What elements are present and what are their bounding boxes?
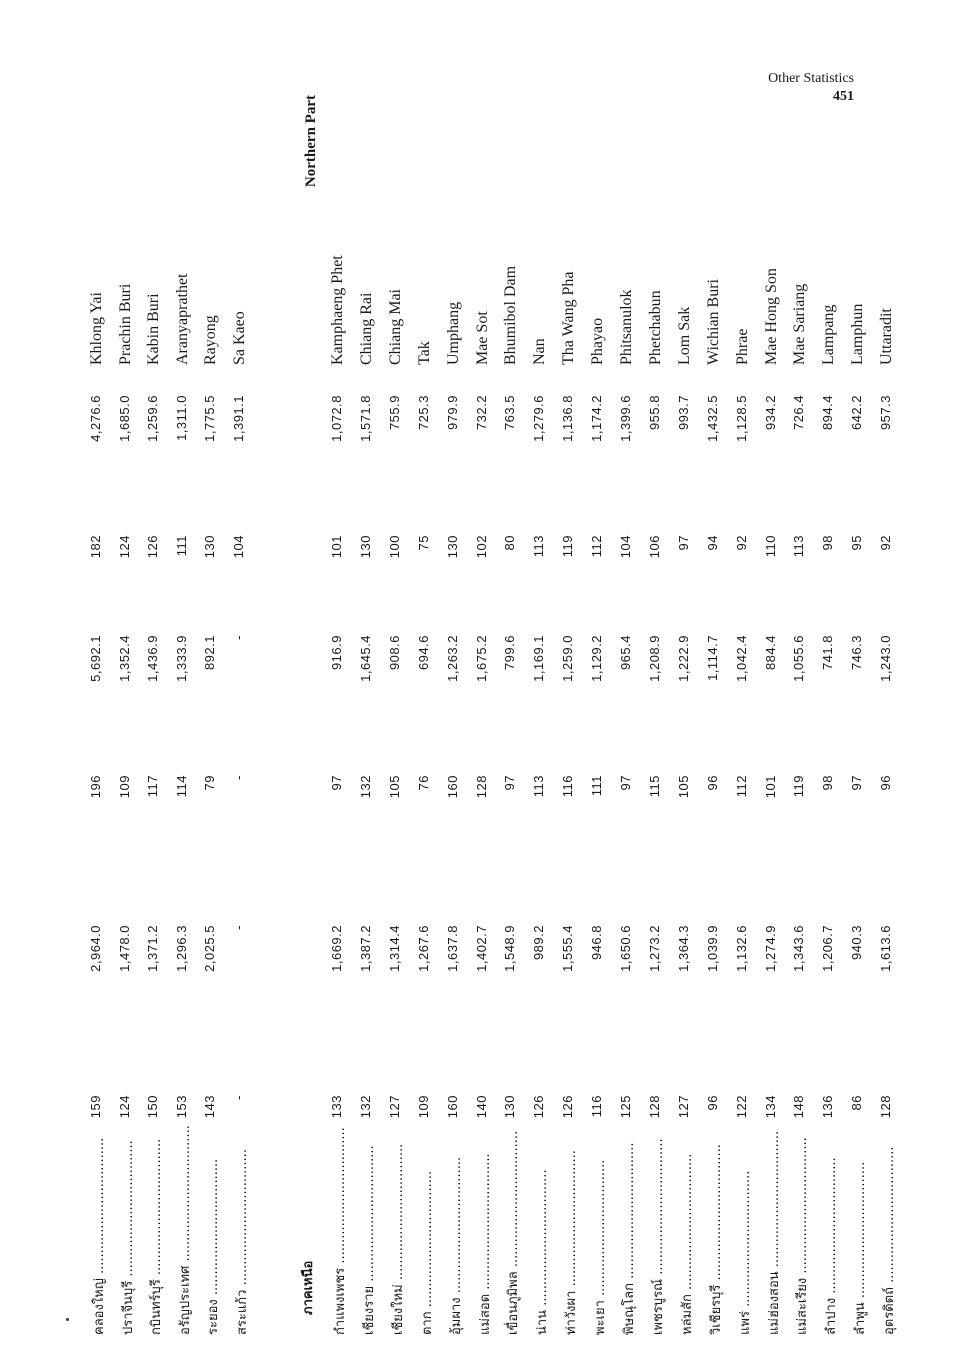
value-cell: 182 (88, 535, 103, 559)
table-row (618, 95, 646, 1335)
value-cell: 124 (116, 535, 132, 559)
value-cell: 105 (386, 775, 402, 799)
value-cell: 1,478.0 (116, 925, 132, 972)
table-row (734, 95, 762, 1335)
value-cell: 130 (444, 535, 460, 559)
station-name-thai: คลองใหญ่ ................................. (92, 1137, 107, 1335)
value-cell: 134 (762, 1095, 778, 1119)
value-cell: 160 (444, 775, 460, 799)
value-cell: 1,311.0 (173, 395, 189, 441)
station-name-thai: เชียงราย ................................. (361, 1145, 377, 1335)
table-row (878, 95, 906, 1335)
value-cell: 746.3 (849, 635, 865, 671)
value-cell: 1,072.8 (329, 395, 344, 442)
value-cell: 79 (202, 775, 217, 791)
value-cell: 1,259.0 (560, 635, 576, 682)
value-cell: 1,169.1 (531, 635, 547, 682)
value-cell: 934.2 (762, 395, 778, 431)
value-cell: 132 (357, 775, 373, 799)
value-cell: 130 (357, 535, 373, 559)
value-cell: 136 (820, 1095, 836, 1119)
value-cell: 1,371.2 (145, 925, 160, 972)
value-cell: 113 (531, 775, 547, 798)
value-cell: 732.2 (473, 395, 489, 431)
table-row (560, 95, 588, 1335)
region-heading-english: Northern Part (303, 95, 319, 188)
station-name-thai: หล่มสัก ................................. (679, 1153, 695, 1335)
value-cell: 894.4 (820, 395, 836, 431)
value-cell: - (230, 635, 246, 640)
value-cell: 957.3 (878, 395, 894, 431)
section-title: Other Statistics (768, 71, 854, 86)
value-cell: 97 (502, 775, 518, 791)
value-cell: 1,174.2 (589, 395, 605, 442)
value-cell: 110 (762, 535, 778, 558)
station-name-thai: ระยอง ................................. (206, 1158, 221, 1335)
value-cell: 1,128.5 (733, 395, 749, 442)
value-cell: 1,274.9 (762, 925, 778, 972)
value-cell: 86 (849, 1095, 865, 1111)
value-cell: 117 (145, 775, 160, 798)
value-cell: 114 (173, 775, 189, 798)
station-name-english: Tak (415, 341, 433, 365)
value-cell: 111 (173, 535, 189, 557)
value-cell: 76 (415, 775, 431, 791)
value-cell: 726.4 (791, 395, 807, 431)
value-cell: 979.9 (444, 395, 460, 431)
value-cell: 993.7 (675, 395, 691, 431)
value-cell: 128 (646, 1095, 662, 1119)
value-cell: 1,352.4 (116, 635, 132, 682)
value-cell: 1,129.2 (589, 635, 605, 682)
table-row (589, 95, 617, 1335)
station-name-english: Mae Hong Son (762, 268, 780, 365)
value-cell: - (230, 775, 246, 780)
station-name-english: Phayao (589, 317, 607, 365)
value-cell: 1,279.6 (531, 395, 547, 442)
value-cell: 111 (589, 775, 605, 797)
value-cell: 130 (502, 1095, 518, 1119)
value-cell: 1,650.6 (618, 925, 633, 972)
value-cell: 1,402.7 (473, 925, 489, 972)
table-row (705, 95, 733, 1335)
value-cell: 2,025.5 (202, 925, 217, 972)
value-cell: 104 (230, 535, 246, 559)
station-name-english: Sa Kaeo (230, 311, 248, 365)
value-cell: 97 (618, 775, 633, 791)
value-cell: 725.3 (415, 395, 431, 431)
value-cell: 159 (88, 1095, 103, 1119)
station-name-english: Nan (531, 338, 549, 365)
value-cell: 1,685.0 (116, 395, 132, 442)
value-cell: 97 (675, 535, 691, 551)
value-cell: 94 (704, 535, 720, 551)
value-cell: 124 (116, 1095, 132, 1119)
value-cell: 1,637.8 (444, 925, 460, 972)
value-cell: 1,132.6 (733, 925, 749, 972)
value-cell: 105 (675, 775, 691, 799)
station-name-thai: วิเชียรบุรี ................................. (708, 1144, 724, 1335)
station-name-english: Rayong (202, 315, 219, 365)
station-name-thai: แม่สะเรียง ................................. (795, 1137, 811, 1335)
value-cell: 112 (589, 535, 605, 558)
station-name-thai: กบินทร์บุรี ................................. (149, 1138, 164, 1335)
value-cell: 97 (329, 775, 344, 791)
value-cell: 1,136.8 (560, 395, 576, 442)
value-cell: 1,206.7 (820, 925, 836, 972)
value-cell: 80 (502, 535, 518, 551)
station-name-english: Tha Wang Pha (560, 271, 578, 365)
table-row (474, 95, 502, 1335)
value-cell: 5,692.1 (88, 635, 103, 682)
station-name-thai: พะเยา ................................. (593, 1159, 609, 1335)
value-cell: 92 (733, 535, 749, 551)
station-name-english: Lampang (820, 304, 838, 365)
value-cell: 694.6 (415, 635, 431, 671)
value-cell: 109 (116, 775, 132, 799)
value-cell: 92 (878, 535, 894, 551)
value-cell: 122 (733, 1095, 749, 1119)
value-cell: 127 (675, 1095, 691, 1119)
value-cell: 1,243.0 (878, 635, 894, 682)
table-row (820, 95, 848, 1335)
station-name-english: Lom Sak (675, 306, 693, 365)
station-name-thai: อุตรดิตถ์ ................................. (882, 1146, 898, 1335)
value-cell: 95 (849, 535, 865, 551)
value-cell: 2,964.0 (88, 925, 103, 972)
table-row (145, 95, 173, 1335)
station-name-english: Kabin Buri (145, 293, 162, 365)
station-name-english: Uttaradit (878, 308, 896, 365)
value-cell: 1,273.2 (646, 925, 662, 972)
value-cell: 97 (849, 775, 865, 791)
value-cell: 106 (646, 535, 662, 559)
station-name-thai: ตาก ................................. (419, 1170, 435, 1335)
value-cell: 1,263.2 (444, 635, 460, 682)
value-cell: 1,267.6 (415, 925, 431, 972)
value-cell: 153 (173, 1095, 189, 1119)
value-cell: 101 (762, 775, 778, 799)
value-cell: 132 (357, 1095, 373, 1119)
value-cell: 116 (560, 775, 576, 798)
station-name-english: Aranyaprathet (173, 273, 191, 365)
table-row (387, 95, 415, 1335)
station-name-english: Khlong Yai (88, 292, 105, 365)
station-name-thai: น่าน ................................. (535, 1169, 551, 1335)
station-name-english: Kamphaeng Phet (329, 255, 346, 365)
value-cell: 1,399.6 (618, 395, 633, 442)
value-cell: 1,208.9 (646, 635, 662, 682)
station-name-thai: กำแพงเพชร ................................. (333, 1127, 348, 1335)
table-row (445, 95, 473, 1335)
value-cell: 133 (329, 1095, 344, 1119)
value-cell: 125 (618, 1095, 633, 1119)
station-name-thai: แม่ฮ่องสอน ................................. (766, 1130, 782, 1335)
station-name-english: Phetchabun (646, 290, 664, 365)
value-cell: 916.9 (329, 635, 344, 671)
value-cell: 1,669.2 (329, 925, 344, 972)
value-cell: 116 (589, 1095, 605, 1118)
value-cell: 946.8 (589, 925, 605, 961)
value-cell: 148 (791, 1095, 807, 1119)
value-cell: 799.6 (502, 635, 518, 671)
table-row (88, 95, 116, 1335)
station-name-thai: แม่สอด ................................. (477, 1153, 493, 1335)
station-name-english: Prachin Buri (116, 283, 134, 365)
value-cell: 96 (704, 1095, 720, 1111)
value-cell: 940.3 (849, 925, 865, 961)
station-name-english: Chiang Mai (386, 289, 404, 365)
station-name-english: Wichian Buri (704, 279, 722, 365)
station-name-english: Phitsanulok (618, 289, 635, 365)
table-row (117, 95, 145, 1335)
stray-mark (66, 1318, 69, 1321)
value-cell: 113 (791, 535, 807, 558)
station-name-thai: อุ้มผาง ................................. (448, 1156, 464, 1335)
value-cell: 1,436.9 (145, 635, 160, 682)
station-name-english: Bhumibol Dam (502, 265, 520, 365)
station-name-thai: สระแก้ว ................................. (234, 1149, 250, 1335)
value-cell: 119 (791, 775, 807, 798)
value-cell: 642.2 (849, 395, 865, 431)
table-row (763, 95, 791, 1335)
station-name-thai: เชียงใหม่ ................................. (390, 1143, 406, 1335)
value-cell: 130 (202, 535, 217, 559)
value-cell: 115 (646, 775, 662, 798)
value-cell: 96 (878, 775, 894, 791)
value-cell: 1,343.6 (791, 925, 807, 972)
table-row (416, 95, 444, 1335)
station-name-thai: แพร่ ................................. (737, 1170, 753, 1335)
value-cell: 1,613.6 (878, 925, 894, 972)
value-cell: 1,432.5 (704, 395, 720, 442)
station-name-english: Chiang Rai (357, 292, 375, 365)
station-name-thai: ลำพูน ................................. (853, 1161, 869, 1335)
value-cell: 128 (473, 775, 489, 799)
value-cell: 4,276.6 (88, 395, 103, 442)
value-cell: 119 (560, 535, 576, 558)
value-cell: 1,333.9 (173, 635, 189, 682)
value-cell: 1,296.3 (173, 925, 189, 972)
value-cell: 1,042.4 (733, 635, 749, 682)
value-cell: - (230, 1095, 246, 1100)
value-cell: 1,387.2 (357, 925, 373, 972)
value-cell: 140 (473, 1095, 489, 1119)
value-cell: 127 (386, 1095, 402, 1119)
value-cell: 102 (473, 535, 489, 559)
station-name-thai: พิษณุโลก ................................. (622, 1142, 637, 1335)
value-cell: 884.4 (762, 635, 778, 671)
value-cell: 1,548.9 (502, 925, 518, 972)
station-name-english: Umphang (444, 301, 462, 365)
station-name-english: Lamphun (849, 303, 867, 365)
station-name-thai: ท่าวังผา ................................. (564, 1150, 580, 1335)
value-cell: 1,055.6 (791, 635, 807, 682)
value-cell: 908.6 (386, 635, 402, 671)
value-cell: 196 (88, 775, 103, 799)
table-row (849, 95, 877, 1335)
table-row (502, 95, 530, 1335)
value-cell: 1,675.2 (473, 635, 489, 682)
value-cell: 1,571.8 (357, 395, 373, 442)
value-cell: 763.5 (502, 395, 518, 431)
page-number: 451 (833, 88, 854, 104)
value-cell: 143 (202, 1095, 217, 1119)
value-cell: 160 (444, 1095, 460, 1119)
value-cell: 755.9 (386, 395, 402, 431)
value-cell: 1,039.9 (704, 925, 720, 972)
table-row (676, 95, 704, 1335)
value-cell: 128 (878, 1095, 894, 1119)
station-name-english: Mae Sariang (791, 283, 809, 365)
table-row (531, 95, 559, 1335)
region-heading-thai: ภาคเหนือ (301, 1260, 316, 1315)
value-cell: 109 (415, 1095, 431, 1119)
value-cell: 96 (704, 775, 720, 791)
table-row (358, 95, 386, 1335)
statistics-table (80, 95, 898, 1335)
station-name-english: Mae Sot (473, 311, 491, 365)
value-cell: 1,645.4 (357, 635, 373, 682)
station-name-thai: อรัญประเทศ ................................. (177, 1125, 193, 1335)
value-cell: 126 (531, 1095, 547, 1119)
station-name-thai: ปราจีนบุรี ................................. (120, 1140, 136, 1335)
value-cell: 126 (560, 1095, 576, 1119)
value-cell: 101 (329, 535, 344, 559)
value-cell: 1,391.1 (230, 395, 246, 442)
table-row (174, 95, 202, 1335)
value-cell: 955.8 (646, 395, 662, 431)
value-cell: 1,222.9 (675, 635, 691, 682)
value-cell: 741.8 (820, 635, 836, 671)
station-name-english: Phrae (733, 328, 751, 365)
value-cell: 892.1 (202, 635, 217, 671)
value-cell: 98 (820, 775, 836, 791)
table-row (329, 95, 357, 1335)
value-cell: 75 (415, 535, 431, 551)
value-cell: 100 (386, 535, 402, 559)
value-cell: 104 (618, 535, 633, 559)
table-row (647, 95, 675, 1335)
value-cell: 150 (145, 1095, 160, 1119)
station-name-thai: เพชรบูรณ์ ................................. (650, 1138, 666, 1335)
value-cell: 965.4 (618, 635, 633, 671)
value-cell: - (230, 925, 246, 930)
table-row (231, 95, 259, 1335)
value-cell: 1,364.3 (675, 925, 691, 972)
table-row (791, 95, 819, 1335)
station-name-thai: เขื่อนภูมิพล ................................. (506, 1130, 522, 1335)
value-cell: 1,114.7 (704, 635, 720, 681)
value-cell: 989.2 (531, 925, 547, 961)
value-cell: 113 (531, 535, 547, 558)
value-cell: 98 (820, 535, 836, 551)
value-cell: 1,314.4 (386, 925, 402, 972)
value-cell: 1,775.5 (202, 395, 217, 442)
value-cell: 1,259.6 (145, 395, 160, 442)
value-cell: 1,555.4 (560, 925, 576, 972)
value-cell: 126 (145, 535, 160, 559)
table-row (202, 95, 230, 1335)
value-cell: 112 (733, 775, 749, 798)
station-name-thai: ลำปาง ................................. (824, 1157, 840, 1335)
